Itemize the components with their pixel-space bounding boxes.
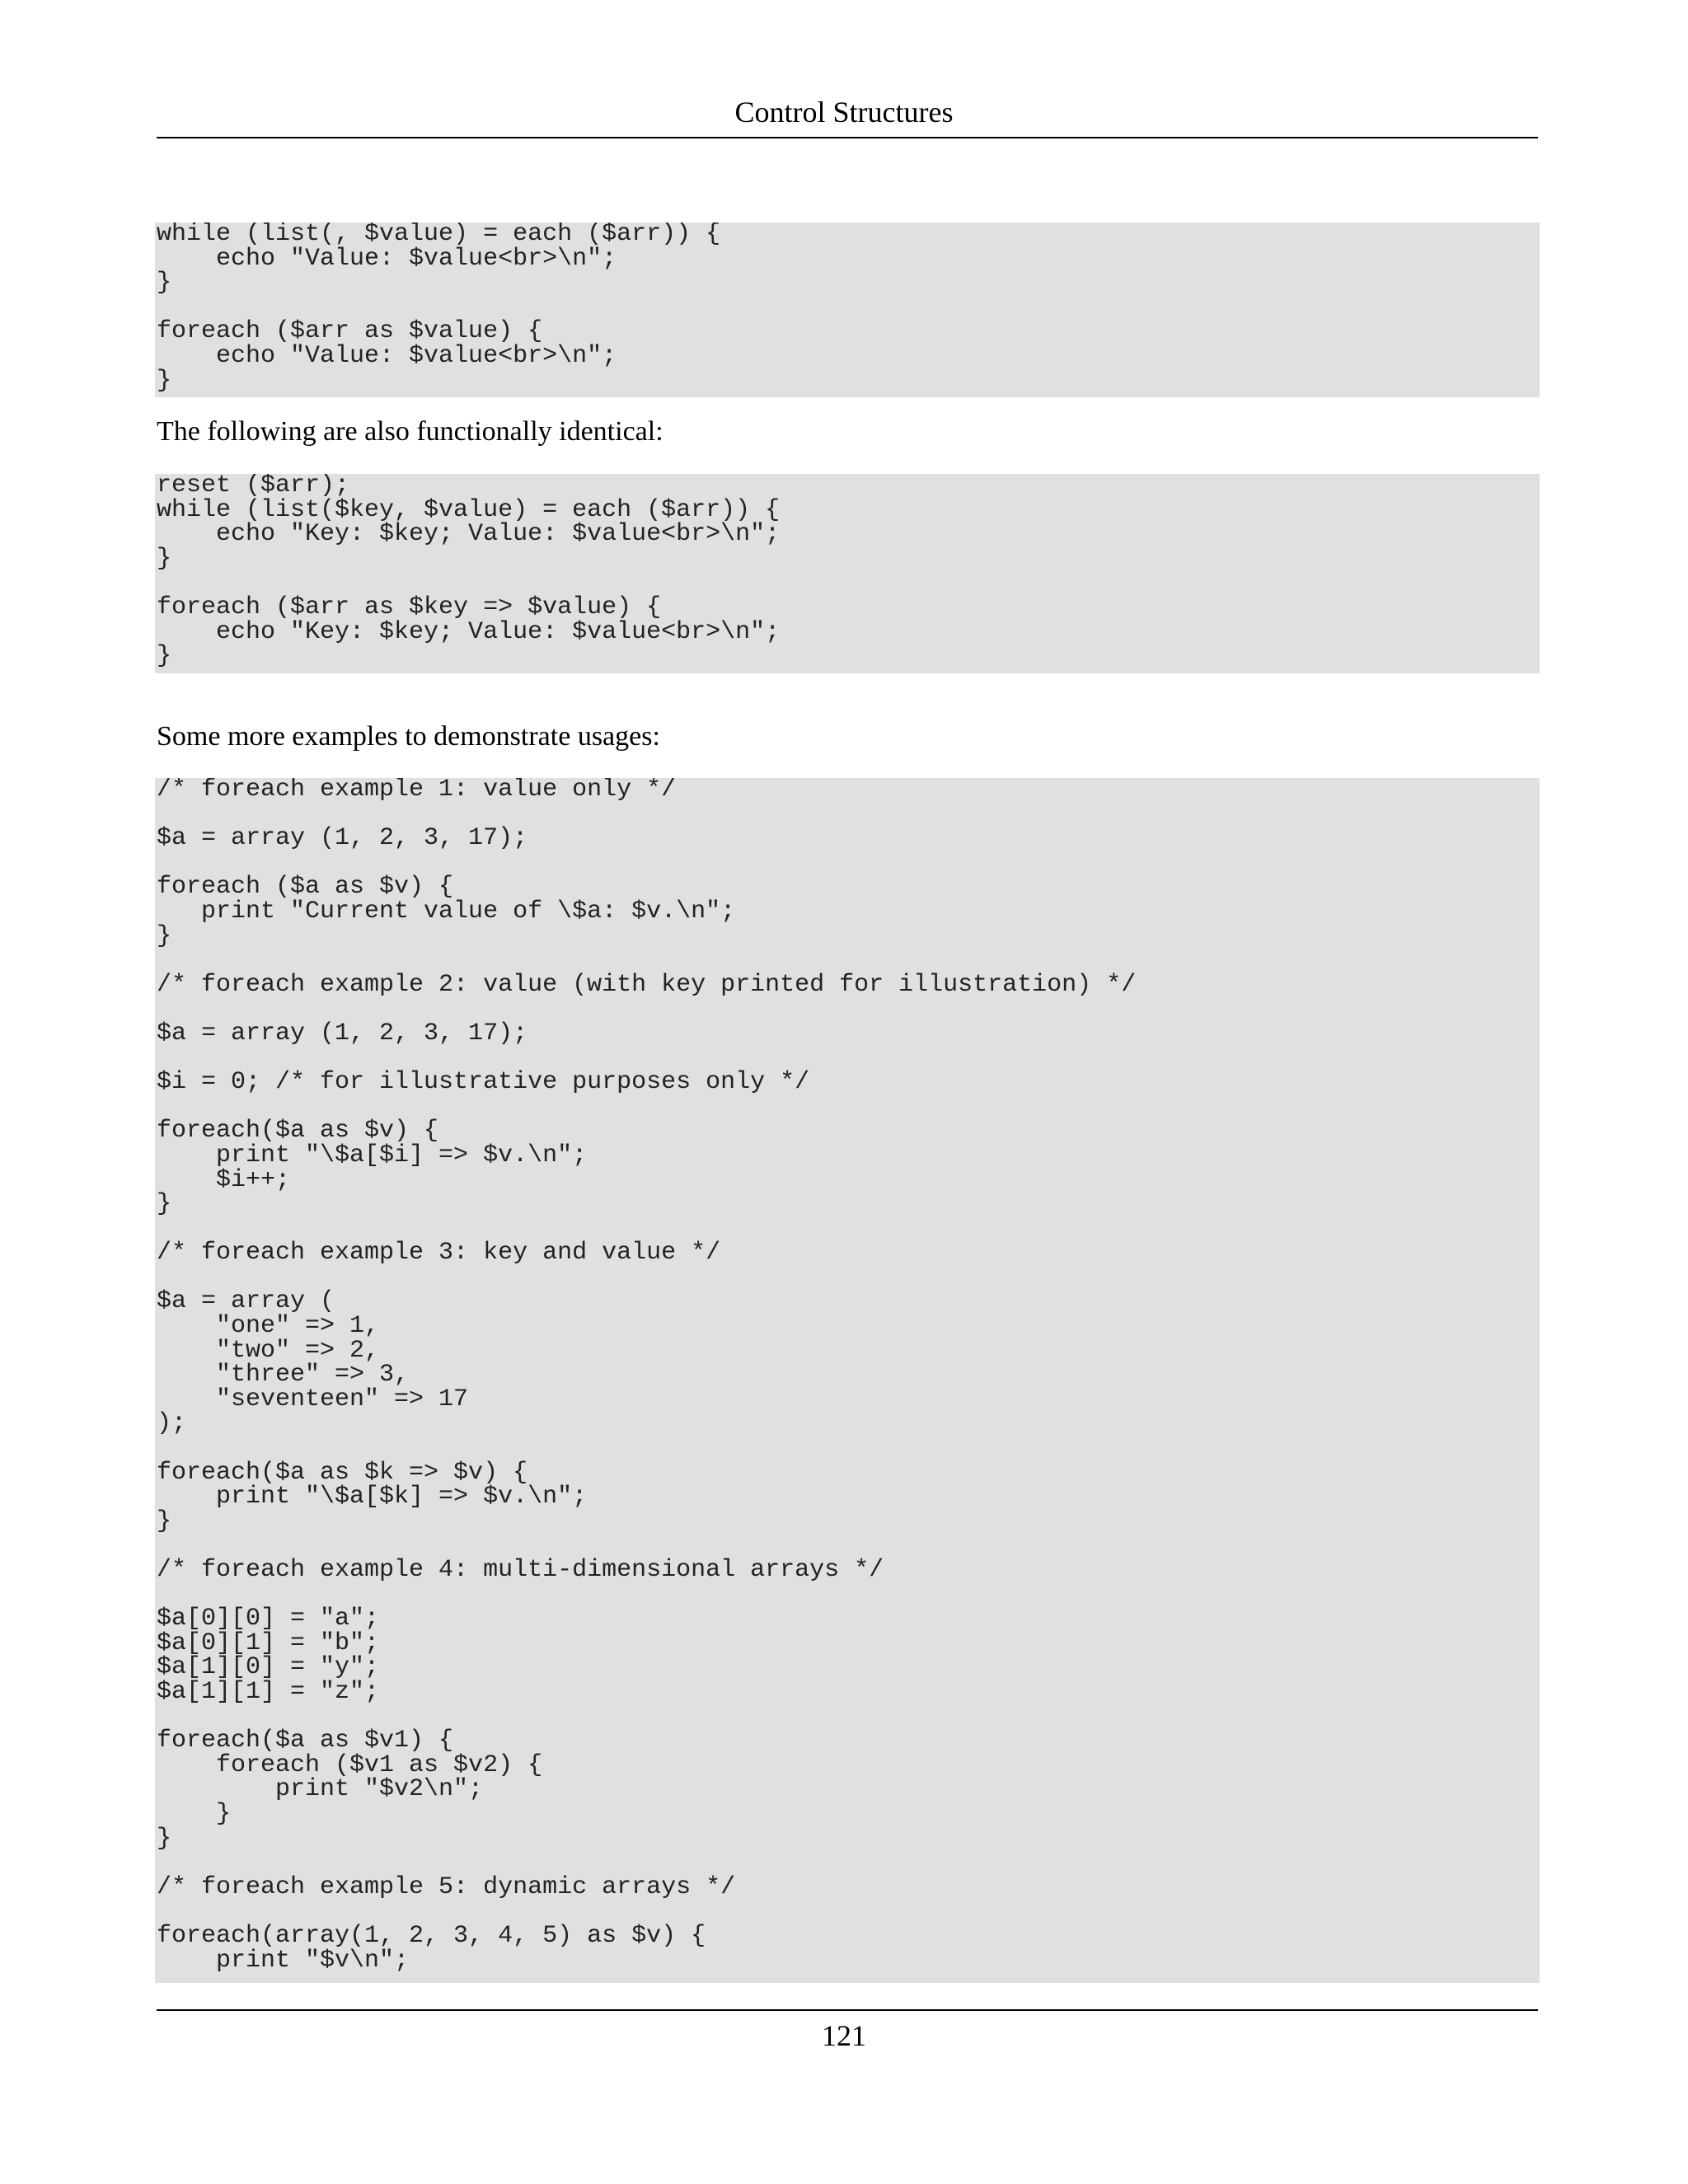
code-line: } xyxy=(157,921,172,950)
code-line: reset ($arr); xyxy=(157,474,350,499)
code-line: } xyxy=(157,544,172,573)
code-line: echo "Value: $value<br>\n"; xyxy=(157,244,617,273)
code-line xyxy=(157,1851,1538,1876)
code-line: $a = array (1, 2, 3, 17); xyxy=(157,824,528,853)
code-line: "two" => 2, xyxy=(157,1336,380,1365)
code-line: foreach($a as $v1) { xyxy=(157,1727,454,1755)
page-number: 121 xyxy=(822,2019,866,2052)
code-line: /* foreach example 5: dynamic arrays */ xyxy=(157,1872,736,1901)
code-line: foreach ($arr as $key => $value) { xyxy=(157,593,662,621)
code-line xyxy=(157,296,1538,321)
code-block-while-foreach-keys xyxy=(155,474,1540,673)
code-line: foreach ($a as $v) { xyxy=(157,873,454,902)
code-line: ); xyxy=(157,1409,187,1438)
code-line: /* foreach example 1: value only */ xyxy=(157,778,677,804)
code-line xyxy=(157,949,1538,973)
code-line: foreach($a as $k => $v) { xyxy=(157,1458,528,1487)
code-line xyxy=(157,1705,1538,1730)
code-line xyxy=(157,1583,1538,1608)
code-line: echo "Key: $key; Value: $value<br>\n"; xyxy=(157,520,781,549)
code-line: print "$v\n"; xyxy=(157,1946,410,1975)
code-line: echo "Key: $key; Value: $value<br>\n"; xyxy=(157,617,781,646)
code-line: foreach($a as $v) { xyxy=(157,1117,439,1146)
code-line: foreach ($arr as $value) { xyxy=(157,317,543,346)
code-line: $a[0][1] = "b"; xyxy=(157,1629,380,1657)
footer-rule xyxy=(157,2009,1538,2011)
header-rule xyxy=(157,137,1538,138)
code-line: } xyxy=(157,1799,232,1828)
paragraph: The following are also functionally identical: xyxy=(157,416,663,447)
code-block-foreach-examples xyxy=(155,778,1540,1983)
code-line: $a[1][1] = "z"; xyxy=(157,1677,380,1706)
code-line: foreach(array(1, 2, 3, 4, 5) as $v) { xyxy=(157,1921,706,1950)
code-line xyxy=(157,997,1538,1022)
code-line: $i++; xyxy=(157,1165,291,1194)
code-line xyxy=(157,1534,1538,1558)
code-line: /* foreach example 2: value (with key printed for illustration) */ xyxy=(157,970,1137,999)
code-line: } xyxy=(157,1507,172,1535)
code-line: "seventeen" => 17 xyxy=(157,1385,469,1413)
code-line xyxy=(157,1217,1538,1242)
code-line: $a[0][0] = "a"; xyxy=(157,1605,380,1633)
code-line xyxy=(157,1436,1538,1461)
code-line xyxy=(157,571,1538,596)
code-line: } xyxy=(157,1824,172,1853)
code-line: $a = array (1, 2, 3, 17); xyxy=(157,1019,528,1047)
code-line: } xyxy=(157,269,172,298)
code-line: $a = array ( xyxy=(157,1287,335,1316)
code-line: } xyxy=(157,366,172,395)
code-line: foreach ($v1 as $v2) { xyxy=(157,1750,543,1779)
code-line: while (list(, $value) = each ($arr)) { xyxy=(157,223,721,248)
code-line: } xyxy=(157,642,172,671)
code-line: $i = 0; /* for illustrative purposes only */ xyxy=(157,1068,810,1097)
code-line xyxy=(157,1047,1538,1071)
code-line: print "$v2\n"; xyxy=(157,1775,484,1804)
code-line: echo "Value: $value<br>\n"; xyxy=(157,341,617,370)
code-line xyxy=(157,1095,1538,1120)
code-line: "one" => 1, xyxy=(157,1312,380,1341)
running-header: Control Structures xyxy=(734,96,954,129)
code-line: print "\$a[$k] => $v.\n"; xyxy=(157,1483,588,1511)
code-line: print "Current value of \$a: $v.\n"; xyxy=(157,897,736,926)
code-line xyxy=(157,1900,1538,1924)
code-line: "three" => 3, xyxy=(157,1361,410,1390)
code-line: while (list($key, $value) = each ($arr)) { xyxy=(157,495,781,524)
code-line xyxy=(157,851,1538,876)
paragraph: Some more examples to demonstrate usages: xyxy=(157,721,660,752)
code-line xyxy=(157,803,1538,827)
code-line: /* foreach example 3: key and value */ xyxy=(157,1239,721,1268)
code-line xyxy=(157,1266,1538,1291)
code-line: /* foreach example 4: multi-dimensional arrays */ xyxy=(157,1556,884,1584)
code-line: print "\$a[$i] => $v.\n"; xyxy=(157,1141,588,1169)
code-line: $a[1][0] = "y"; xyxy=(157,1653,380,1682)
code-line: } xyxy=(157,1190,172,1219)
code-block-while-foreach-values xyxy=(155,223,1540,397)
